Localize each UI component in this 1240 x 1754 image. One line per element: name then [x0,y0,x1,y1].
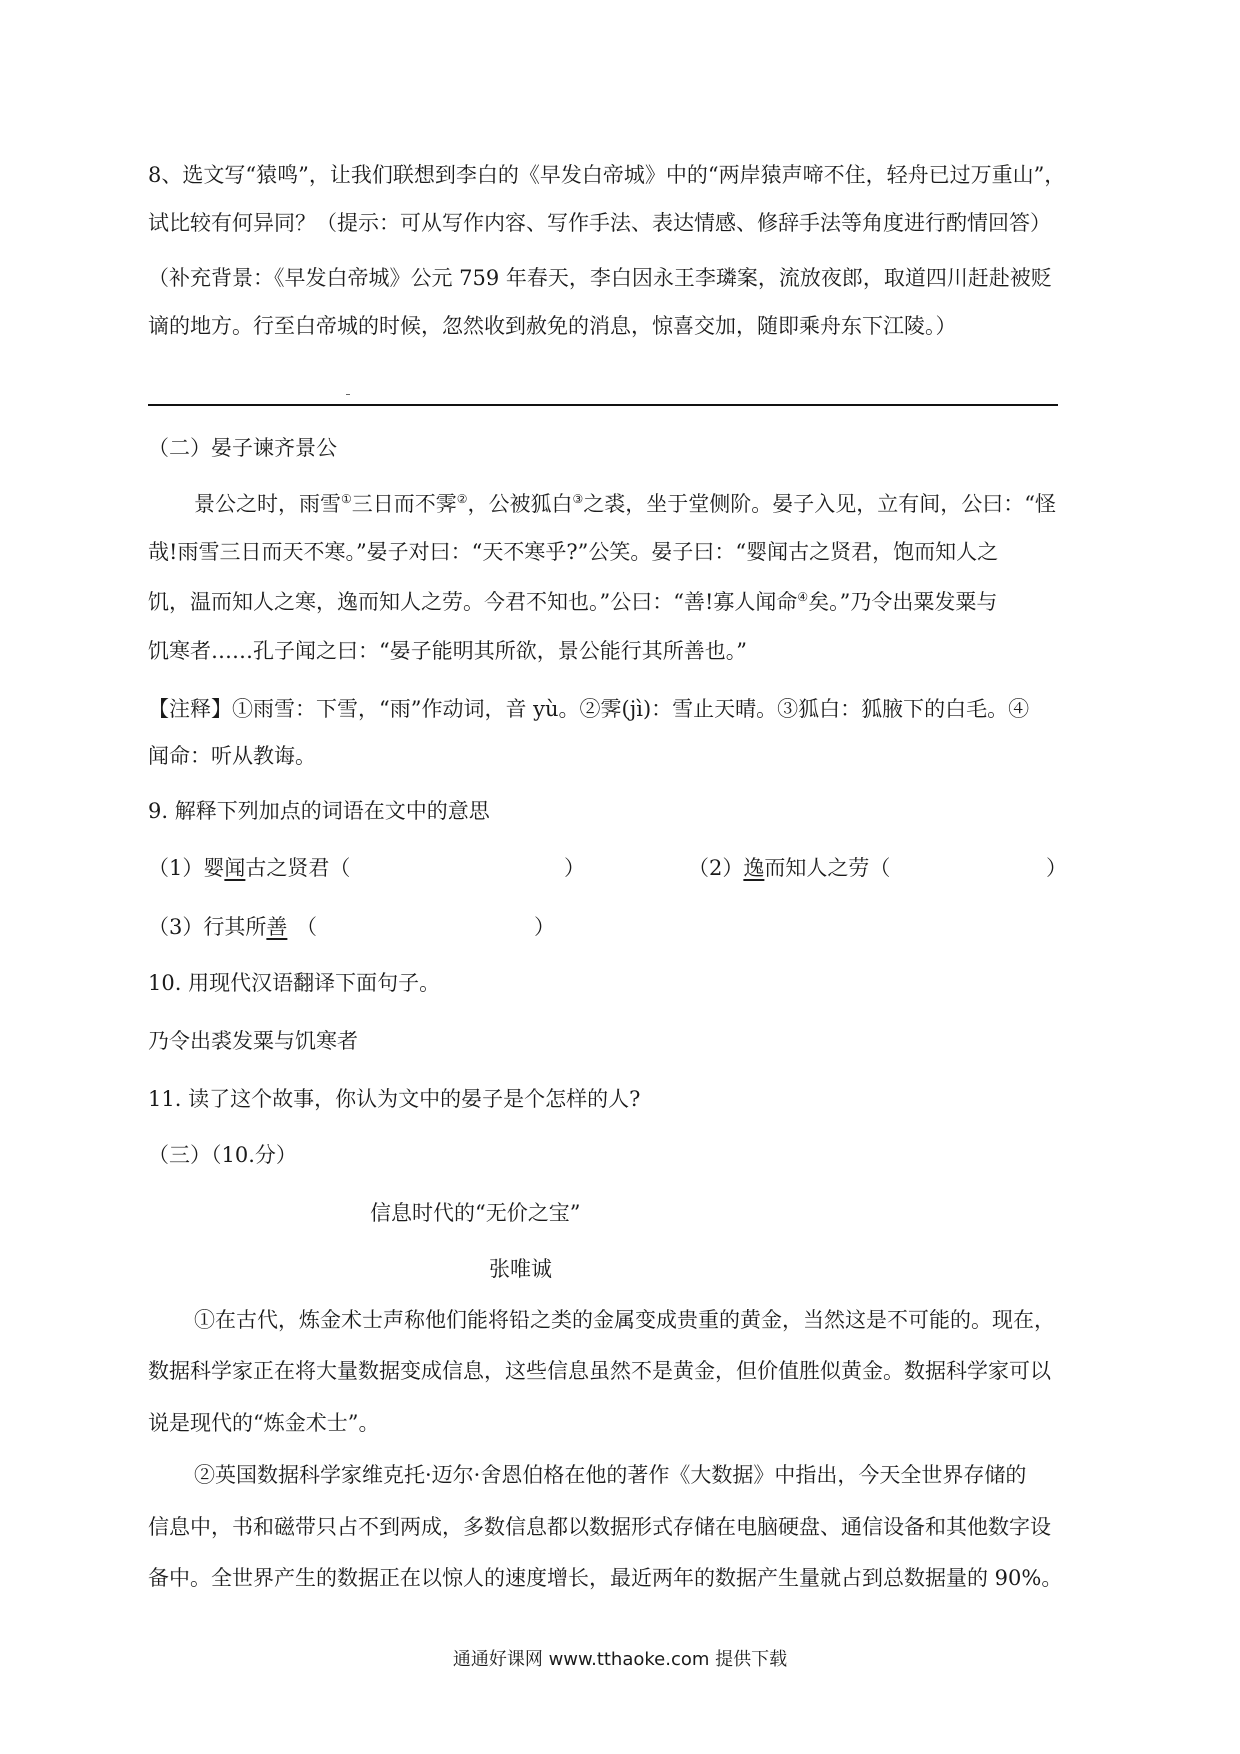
q9-title: 9. 解释下列加点的词语在文中的意思 [148,799,490,823]
q8-background-line-2: 谪的地方。行至白帝城的时候，忽然收到赦免的消息，惊喜交加，随即乘舟东下江陵。） [148,314,957,338]
item-text: 古之贤君（ [245,856,351,880]
q11-title: 11. 读了这个故事，你认为文中的晏子是个怎样的人? [148,1087,641,1111]
article-p2-line-3: 备中。全世界产生的数据正在以惊人的速度增长，最近两年的数据产生量就占到总数据量的 90%。 [148,1566,1063,1590]
footnote-mark: ① [341,492,352,506]
passage-text: 三日而不霁 [351,492,457,516]
passage-line-4: 饥寒者……孔子闻之曰：“晏子能明其所欲，景公能行其所善也。” [148,639,747,663]
passage-text: 景公之时，雨雪 [194,492,341,516]
q9-item-2-close-paren: ） [1046,856,1067,880]
answer-line [148,404,1058,406]
section2-heading: （二）晏子谏齐景公 [148,436,337,460]
article-p1-line-3: 说是现代的“炼金术士”。 [148,1411,380,1435]
article-p2-line-1: ②英国数据科学家维克托·迈尔·舍恩伯格在他的著作《大数据》中指出，今天全世界存储的 [194,1463,1027,1487]
notes-line-2: 闻命：听从教诲。 [148,744,316,768]
item-text: （1）婴 [148,856,225,880]
footnote-mark: ④ [797,590,809,604]
article-title: 信息时代的“无价之宝” [370,1201,581,1225]
q8-text-line-1: 8、选文写“猿鸣”，让我们联想到李白的《早发白帝城》中的“两岸猿声啼不住，轻舟已过万重山”， [148,163,1066,187]
footnote-mark: ③ [572,492,584,506]
item-text: （3）行其所 [148,915,267,939]
q9-item-1 [148,853,350,883]
marked-word: 逸 [743,856,765,880]
passage-text: 之裘，坐于堂侧阶。晏子入见，立有间，公曰：“怪 [583,492,1057,516]
marked-word: 闻 [224,856,246,880]
answer-line-mark [346,394,350,395]
passage-text: 矣。”乃令出粟发粟与 [808,590,998,614]
passage-text: 饥，温而知人之寒，逸而知人之劳。今君不知也。”公曰：“善!寡人闻命 [148,590,798,614]
article-p1-line-1: ①在古代，炼金术士声称他们能将铅之类的金属变成贵重的黄金，当然这是不可能的。现在， [194,1308,1055,1332]
q9-item-3 [148,912,287,942]
q9-item-2 [688,853,890,883]
article-p1-line-2: 数据科学家正在将大量数据变成信息，这些信息虽然不是黄金，但价值胜似黄金。数据科学家可以 [148,1359,1051,1383]
item-text: 而知人之劳（ [764,856,891,880]
passage-line-2: 哉!雨雪三日而天不寒。”晏子对曰：“天不寒乎?”公笑。晏子曰：“婴闻古之贤君，饱而知人之 [148,540,999,564]
q9-item-3-close-paren: ） [534,915,555,939]
passage-text: ，公被狐白 [467,492,573,516]
notes-line-1: 【注释】①雨雪：下雪，“雨”作动词，音 yù。②霁(jì)：雪止天晴。③狐白：狐腋下的白毛。④ [148,697,1030,721]
q9-item-row-2 [148,912,1098,942]
item-text: （2） [688,856,744,880]
q8-text-line-2: 试比较有何异同？（提示：可从写作内容、写作手法、表达情感、修辞手法等角度进行酌情回答） [148,211,1051,235]
passage-line-3 [148,587,1098,617]
passage-line-1 [194,489,1144,519]
q9-item-3-open-paren: （ [296,915,317,939]
page-footer: 通通好课网 www.tthaoke.com 提供下载 [452,1649,788,1670]
q8-background-line-1: （补充背景：《早发白帝城》公元 759 年春天，李白因永王李璘案，流放夜郎，取道四川赶赴被贬 [148,266,1052,290]
marked-word: 善 [266,915,288,939]
section3-heading: （三）（10.分） [148,1143,297,1167]
article-p2-line-2: 信息中，书和磁带只占不到两成，多数信息都以数据形式存储在电脑硬盘、通信设备和其他数字设 [148,1515,1051,1539]
footnote-mark: ② [456,492,468,506]
q10-title: 10. 用现代汉语翻译下面句子。 [148,971,441,995]
q9-item-1-close-paren: ） [564,856,585,880]
article-author: 张唯诚 [489,1257,552,1281]
q9-item-row [148,853,1098,883]
q10-sentence: 乃令出裘发粟与饥寒者 [148,1029,358,1053]
